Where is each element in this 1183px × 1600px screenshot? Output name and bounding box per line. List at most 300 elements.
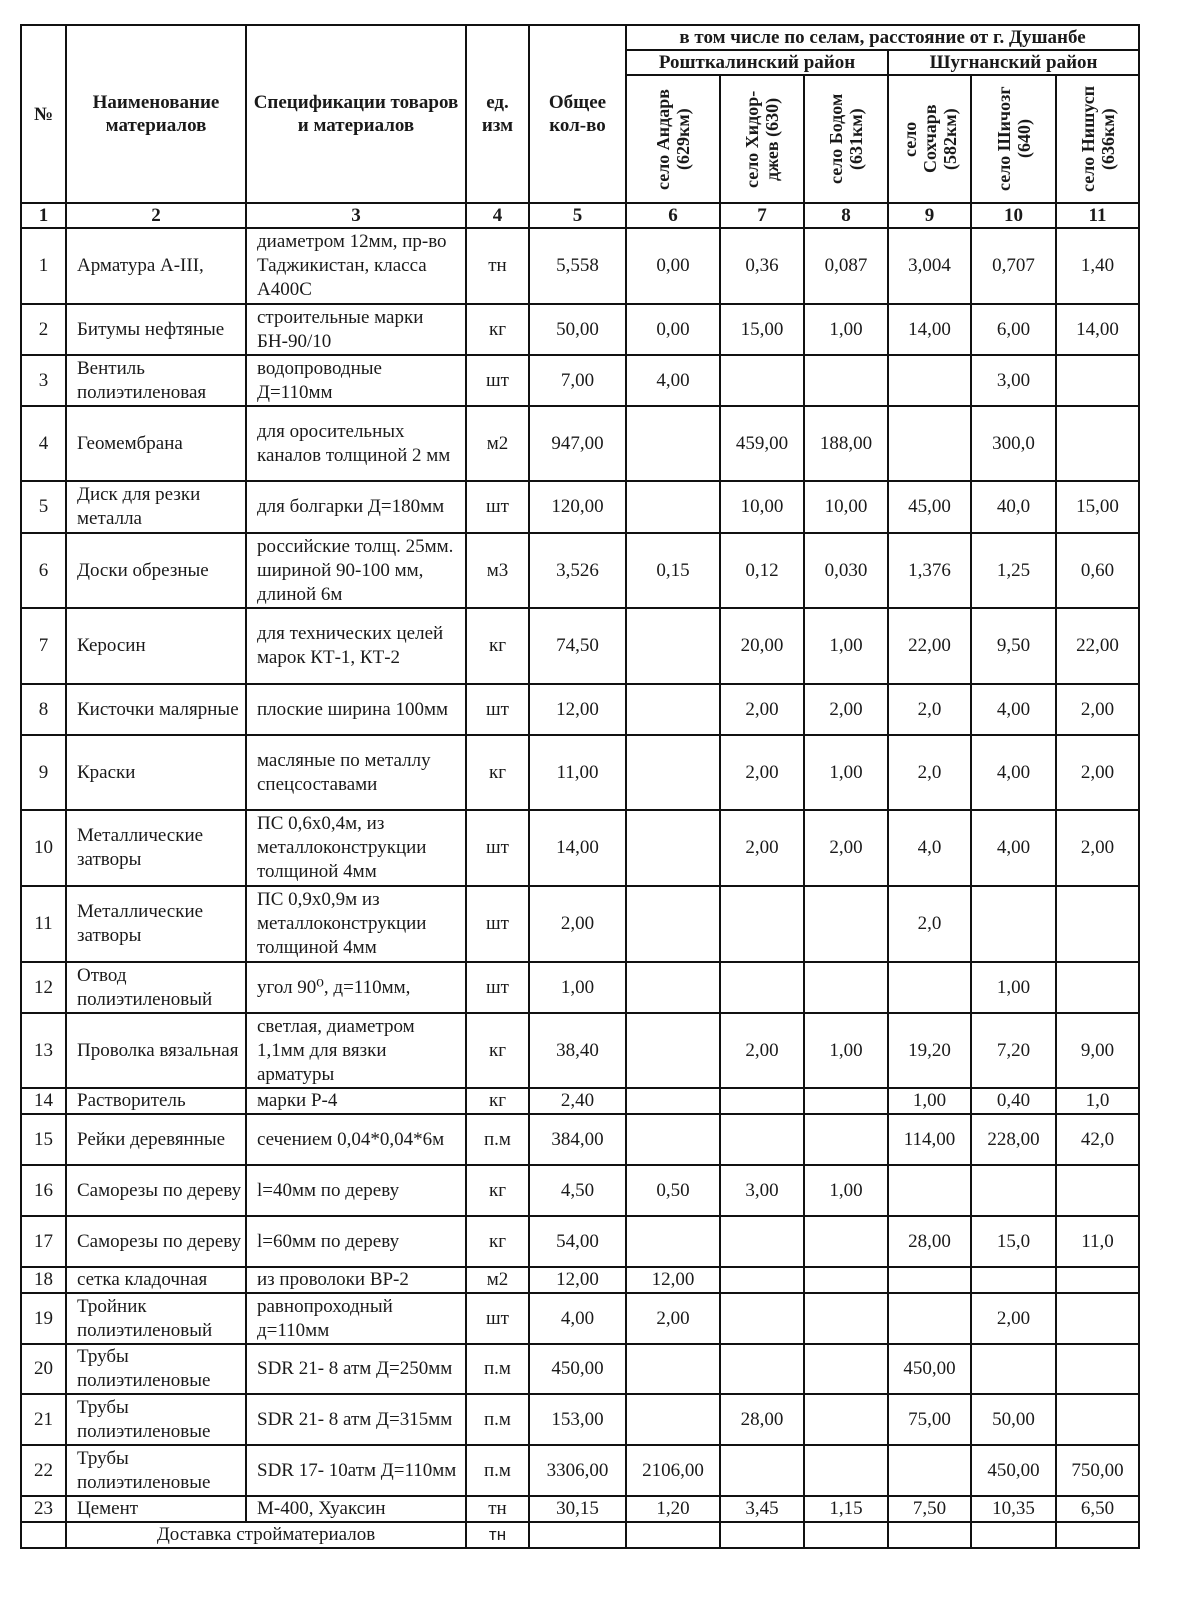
unit-cell: тн (466, 228, 529, 304)
delivery-total-cell (529, 1522, 626, 1548)
delivery-row (21, 1522, 1139, 1548)
unit-cell: кг (466, 1216, 529, 1267)
row-number: 2 (21, 304, 66, 355)
village-qty (804, 1114, 888, 1165)
village-qty (1056, 1394, 1139, 1445)
table-row (21, 886, 1139, 962)
material-name: Доски обрезные (66, 533, 246, 608)
village-qty: 50,00 (971, 1394, 1056, 1445)
village-qty: 2,00 (720, 684, 804, 735)
village-qty (888, 962, 971, 1013)
village-qty: 15,00 (1056, 481, 1139, 533)
village-qty: 450,00 (888, 1344, 971, 1394)
village-qty (804, 1267, 888, 1293)
header-spec: Спецификации товаров и материалов (246, 25, 466, 203)
village-qty (626, 608, 720, 684)
total-qty: 450,00 (529, 1344, 626, 1394)
total-qty: 2,00 (529, 886, 626, 962)
village-qty (626, 1088, 720, 1114)
village-qty (626, 810, 720, 886)
village-qty: 1,376 (888, 533, 971, 608)
village-qty: 28,00 (720, 1394, 804, 1445)
material-name: Саморезы по дереву (66, 1216, 246, 1267)
village-qty: 9,00 (1056, 1013, 1139, 1088)
village-qty: 1,25 (971, 533, 1056, 608)
material-name: Трубы полиэтиленовые (66, 1445, 246, 1496)
total-qty: 7,00 (529, 355, 626, 406)
village-qty: 10,35 (971, 1496, 1056, 1522)
total-qty: 12,00 (529, 1267, 626, 1293)
header-unit: ед. изм (466, 25, 529, 203)
table-row (21, 1216, 1139, 1267)
material-name: Металлические затворы (66, 810, 246, 886)
total-qty: 153,00 (529, 1394, 626, 1445)
village-qty (1056, 355, 1139, 406)
total-qty: 5,558 (529, 228, 626, 304)
material-spec: светлая, диаметром 1,1мм для вязки арматуры (246, 1013, 466, 1088)
village-qty: 1,15 (804, 1496, 888, 1522)
column-number: 2 (66, 203, 246, 228)
village-qty (626, 1394, 720, 1445)
village-qty (626, 1216, 720, 1267)
header-village-label (653, 77, 693, 201)
village-qty (720, 1445, 804, 1496)
village-qty: 114,00 (888, 1114, 971, 1165)
row-number: 15 (21, 1114, 66, 1165)
village-qty (626, 1344, 720, 1394)
material-spec: диаметром 12мм, пр-во Таджикистан, класса А400С (246, 228, 466, 304)
table-row (21, 1496, 1139, 1522)
delivery-village-cell (626, 1522, 720, 1548)
header-village-line: село Шичозг (993, 86, 1014, 192)
header-village (888, 75, 971, 203)
village-qty (804, 1344, 888, 1394)
header-village-line: село Андарв (653, 88, 673, 190)
village-qty: 10,00 (804, 481, 888, 533)
row-number: 11 (21, 886, 66, 962)
header-village-line: село Бодом (826, 93, 846, 185)
material-spec: строительные марки БН-90/10 (246, 304, 466, 355)
village-qty: 2,00 (804, 684, 888, 735)
village-qty: 2,00 (1056, 684, 1139, 735)
total-qty: 4,50 (529, 1165, 626, 1216)
materials-table (20, 24, 1140, 1549)
village-qty: 2,00 (720, 810, 804, 886)
header-village-line: (582км) (939, 108, 960, 170)
total-qty: 74,50 (529, 608, 626, 684)
village-qty (720, 1088, 804, 1114)
village-qty (804, 1445, 888, 1496)
row-number: 9 (21, 735, 66, 810)
table-row (21, 1394, 1139, 1445)
village-qty: 2106,00 (626, 1445, 720, 1496)
village-qty: 2,00 (1056, 735, 1139, 810)
village-qty: 45,00 (888, 481, 971, 533)
village-qty: 15,0 (971, 1216, 1056, 1267)
material-name: Вентиль полиэтиленовая (66, 355, 246, 406)
material-name: Рейки деревянные (66, 1114, 246, 1165)
material-name: Арматура А-III, (66, 228, 246, 304)
unit-cell: шт (466, 962, 529, 1013)
unit-cell: шт (466, 1293, 529, 1344)
material-name: Проволка вязальная (66, 1013, 246, 1088)
village-qty: 10,00 (720, 481, 804, 533)
header-village-line: село (899, 121, 920, 157)
header-village (971, 75, 1056, 203)
village-qty: 0,12 (720, 533, 804, 608)
village-qty (888, 1267, 971, 1293)
village-qty (1056, 962, 1139, 1013)
material-name: Кисточки малярные (66, 684, 246, 735)
table-row (21, 1267, 1139, 1293)
material-spec: l=60мм по дереву (246, 1216, 466, 1267)
unit-cell: шт (466, 684, 529, 735)
village-qty (888, 1293, 971, 1344)
row-number: 16 (21, 1165, 66, 1216)
header-village-line: село Нишусп (1077, 85, 1098, 193)
village-qty: 2,00 (971, 1293, 1056, 1344)
column-number: 10 (971, 203, 1056, 228)
row-number: 5 (21, 481, 66, 533)
material-spec: равнопроходный д=110мм (246, 1293, 466, 1344)
material-name: Краски (66, 735, 246, 810)
header-village-line: Сохчарв (919, 104, 940, 174)
material-spec: М-400, Хуаксин (246, 1496, 466, 1522)
material-spec: SDR 21- 8 атм Д=250мм (246, 1344, 466, 1394)
village-qty (888, 1165, 971, 1216)
row-number: 14 (21, 1088, 66, 1114)
village-qty: 459,00 (720, 406, 804, 481)
table-row (21, 1088, 1139, 1114)
village-qty: 2,00 (720, 735, 804, 810)
column-number: 9 (888, 203, 971, 228)
row-number: 20 (21, 1344, 66, 1394)
village-qty: 0,40 (971, 1088, 1056, 1114)
row-number: 22 (21, 1445, 66, 1496)
row-number: 1 (21, 228, 66, 304)
village-qty (888, 355, 971, 406)
village-qty (626, 406, 720, 481)
table-row (21, 1013, 1139, 1088)
material-name: Тройник полиэтиленовый (66, 1293, 246, 1344)
village-qty: 40,0 (971, 481, 1056, 533)
village-qty: 0,00 (626, 228, 720, 304)
unit-cell: кг (466, 735, 529, 810)
unit-cell: шт (466, 481, 529, 533)
unit-cell: п.м (466, 1445, 529, 1496)
village-qty (626, 735, 720, 810)
material-name: Отвод полиэтиленовый (66, 962, 246, 1013)
village-qty: 2,00 (626, 1293, 720, 1344)
unit-cell: м2 (466, 1267, 529, 1293)
table-row (21, 533, 1139, 608)
village-qty: 2,0 (888, 684, 971, 735)
table-row (21, 810, 1139, 886)
table-row (21, 406, 1139, 481)
village-qty (720, 1344, 804, 1394)
table-row (21, 304, 1139, 355)
row-number: 21 (21, 1394, 66, 1445)
header-village-label (994, 77, 1034, 201)
village-qty (626, 1114, 720, 1165)
row-number: 6 (21, 533, 66, 608)
village-qty (804, 886, 888, 962)
table-row (21, 1445, 1139, 1496)
village-qty: 14,00 (888, 304, 971, 355)
village-qty: 4,00 (971, 684, 1056, 735)
village-qty: 4,00 (971, 735, 1056, 810)
village-qty: 0,60 (1056, 533, 1139, 608)
village-qty: 3,45 (720, 1496, 804, 1522)
material-name: Битумы нефтяные (66, 304, 246, 355)
delivery-village-cell (971, 1522, 1056, 1548)
village-qty: 28,00 (888, 1216, 971, 1267)
village-qty: 1,40 (1056, 228, 1139, 304)
village-qty (1056, 1267, 1139, 1293)
material-spec: плоские ширина 100мм (246, 684, 466, 735)
header-village-line: (640) (1013, 119, 1034, 159)
village-qty: 1,00 (804, 1013, 888, 1088)
village-qty (804, 1394, 888, 1445)
table-row (21, 228, 1139, 304)
total-qty: 947,00 (529, 406, 626, 481)
unit-cell: п.м (466, 1344, 529, 1394)
header-village-line: (631км) (846, 108, 866, 170)
material-name: Керосин (66, 608, 246, 684)
village-qty: 15,00 (720, 304, 804, 355)
total-qty: 14,00 (529, 810, 626, 886)
village-qty (888, 1445, 971, 1496)
material-spec: из проволоки ВР-2 (246, 1267, 466, 1293)
village-qty: 2,0 (888, 886, 971, 962)
delivery-label: Доставка стройматериалов (66, 1522, 466, 1548)
unit-cell: кг (466, 1088, 529, 1114)
village-qty: 0,030 (804, 533, 888, 608)
village-qty (626, 684, 720, 735)
village-qty (720, 1293, 804, 1344)
village-qty: 1,20 (626, 1496, 720, 1522)
unit-cell: кг (466, 1165, 529, 1216)
unit-cell: шт (466, 810, 529, 886)
column-number: 7 (720, 203, 804, 228)
village-qty (720, 886, 804, 962)
material-spec: водопроводные Д=110мм (246, 355, 466, 406)
village-qty: 0,15 (626, 533, 720, 608)
table-row (21, 1165, 1139, 1216)
village-qty: 1,00 (971, 962, 1056, 1013)
village-qty (1056, 1344, 1139, 1394)
material-name: Трубы полиэтиленовые (66, 1344, 246, 1394)
village-qty (626, 886, 720, 962)
village-qty: 188,00 (804, 406, 888, 481)
material-spec: угол 90⁰, д=110мм, (246, 962, 466, 1013)
material-spec: ПС 0,9х0,9м из металлоконструкции толщиной 4мм (246, 886, 466, 962)
village-qty: 0,00 (626, 304, 720, 355)
row-number: 3 (21, 355, 66, 406)
material-name: Металлические затворы (66, 886, 246, 962)
total-qty: 3306,00 (529, 1445, 626, 1496)
total-qty: 120,00 (529, 481, 626, 533)
village-qty: 1,0 (1056, 1088, 1139, 1114)
header-village-line: джев (630) (762, 97, 782, 181)
table-row (21, 735, 1139, 810)
unit-cell: кг (466, 304, 529, 355)
material-spec: SDR 17- 10атм Д=110мм (246, 1445, 466, 1496)
village-qty: 4,00 (626, 355, 720, 406)
header-village (720, 75, 804, 203)
material-name: Геомембрана (66, 406, 246, 481)
village-qty: 0,36 (720, 228, 804, 304)
total-qty: 4,00 (529, 1293, 626, 1344)
table-row (21, 481, 1139, 533)
material-name: Цемент (66, 1496, 246, 1522)
village-qty: 75,00 (888, 1394, 971, 1445)
village-qty (720, 1267, 804, 1293)
material-name: сетка кладочная (66, 1267, 246, 1293)
delivery-no-cell (21, 1522, 66, 1548)
village-qty: 12,00 (626, 1267, 720, 1293)
village-qty: 0,707 (971, 228, 1056, 304)
total-qty: 12,00 (529, 684, 626, 735)
unit-cell: п.м (466, 1114, 529, 1165)
village-qty: 300,0 (971, 406, 1056, 481)
village-qty: 450,00 (971, 1445, 1056, 1496)
total-qty: 384,00 (529, 1114, 626, 1165)
header-villages-group: в том числе по селам, расстояние от г. Душанбе (626, 25, 1139, 50)
material-spec: SDR 21- 8 атм Д=315мм (246, 1394, 466, 1445)
total-qty: 54,00 (529, 1216, 626, 1267)
column-number: 5 (529, 203, 626, 228)
row-number: 7 (21, 608, 66, 684)
unit-cell: п.м (466, 1394, 529, 1445)
row-number: 13 (21, 1013, 66, 1088)
unit-cell: кг (466, 608, 529, 684)
material-name: Растворитель (66, 1088, 246, 1114)
village-qty (804, 1088, 888, 1114)
header-village-line: (636км) (1097, 108, 1118, 170)
header-name: Наименование материалов (66, 25, 246, 203)
village-qty: 1,00 (804, 304, 888, 355)
material-spec: для технических целей марок КТ-1, КТ-2 (246, 608, 466, 684)
header-village (804, 75, 888, 203)
material-name: Саморезы по дереву (66, 1165, 246, 1216)
village-qty (804, 355, 888, 406)
village-qty: 6,50 (1056, 1496, 1139, 1522)
material-spec: сечением 0,04*0,04*6м (246, 1114, 466, 1165)
village-qty: 7,20 (971, 1013, 1056, 1088)
village-qty: 7,50 (888, 1496, 971, 1522)
total-qty: 11,00 (529, 735, 626, 810)
village-qty: 0,50 (626, 1165, 720, 1216)
village-qty: 3,004 (888, 228, 971, 304)
material-name: Трубы полиэтиленовые (66, 1394, 246, 1445)
village-qty (971, 886, 1056, 962)
header-district-shugnan: Шугнанский район (888, 50, 1139, 75)
row-number: 12 (21, 962, 66, 1013)
header-village-label (742, 77, 782, 201)
village-qty (720, 1216, 804, 1267)
village-qty: 3,00 (720, 1165, 804, 1216)
total-qty: 38,40 (529, 1013, 626, 1088)
unit-cell: шт (466, 355, 529, 406)
unit-cell: шт (466, 886, 529, 962)
unit-cell: кг (466, 1013, 529, 1088)
village-qty: 1,00 (804, 735, 888, 810)
village-qty: 2,00 (720, 1013, 804, 1088)
village-qty (1056, 1165, 1139, 1216)
material-spec: российские толщ. 25мм. шириной 90-100 мм, длиной 6м (246, 533, 466, 608)
unit-cell: тн (466, 1496, 529, 1522)
column-number: 4 (466, 203, 529, 228)
village-qty: 1,00 (888, 1088, 971, 1114)
row-number: 18 (21, 1267, 66, 1293)
village-qty: 19,20 (888, 1013, 971, 1088)
header-no: № (21, 25, 66, 203)
village-qty: 1,00 (804, 1165, 888, 1216)
village-qty: 22,00 (1056, 608, 1139, 684)
delivery-village-cell (1056, 1522, 1139, 1548)
village-qty (1056, 886, 1139, 962)
village-qty (1056, 1293, 1139, 1344)
delivery-village-cell (720, 1522, 804, 1548)
village-qty (1056, 406, 1139, 481)
material-spec: ПС 0,6х0,4м, из металлоконструкции толщиной 4мм (246, 810, 466, 886)
material-spec: марки Р-4 (246, 1088, 466, 1114)
village-qty: 9,50 (971, 608, 1056, 684)
village-qty (804, 1216, 888, 1267)
village-qty (720, 1114, 804, 1165)
village-qty (971, 1344, 1056, 1394)
total-qty: 50,00 (529, 304, 626, 355)
material-spec: масляные по металлу спецсоставами (246, 735, 466, 810)
row-number: 10 (21, 810, 66, 886)
row-number: 17 (21, 1216, 66, 1267)
village-qty (804, 1293, 888, 1344)
unit-cell: м3 (466, 533, 529, 608)
table-row (21, 608, 1139, 684)
village-qty: 4,00 (971, 810, 1056, 886)
village-qty (971, 1267, 1056, 1293)
total-qty: 3,526 (529, 533, 626, 608)
village-qty (971, 1165, 1056, 1216)
table-row (21, 1114, 1139, 1165)
village-qty: 0,087 (804, 228, 888, 304)
material-spec: для болгарки Д=180мм (246, 481, 466, 533)
village-qty: 42,0 (1056, 1114, 1139, 1165)
header-village-label (1078, 77, 1118, 201)
village-qty: 4,0 (888, 810, 971, 886)
material-spec: l=40мм по дереву (246, 1165, 466, 1216)
header-district-roshtkala: Рошткалинский район (626, 50, 888, 75)
header-village-label (900, 77, 960, 201)
village-qty: 228,00 (971, 1114, 1056, 1165)
village-qty: 22,00 (888, 608, 971, 684)
delivery-village-cell (804, 1522, 888, 1548)
village-qty (804, 962, 888, 1013)
village-qty (626, 962, 720, 1013)
village-qty (888, 406, 971, 481)
village-qty (720, 962, 804, 1013)
village-qty: 750,00 (1056, 1445, 1139, 1496)
village-qty: 20,00 (720, 608, 804, 684)
total-qty: 1,00 (529, 962, 626, 1013)
header-village-line: (629км) (673, 108, 693, 170)
village-qty: 2,00 (1056, 810, 1139, 886)
row-number: 19 (21, 1293, 66, 1344)
village-qty (626, 481, 720, 533)
column-number: 6 (626, 203, 720, 228)
column-number: 3 (246, 203, 466, 228)
